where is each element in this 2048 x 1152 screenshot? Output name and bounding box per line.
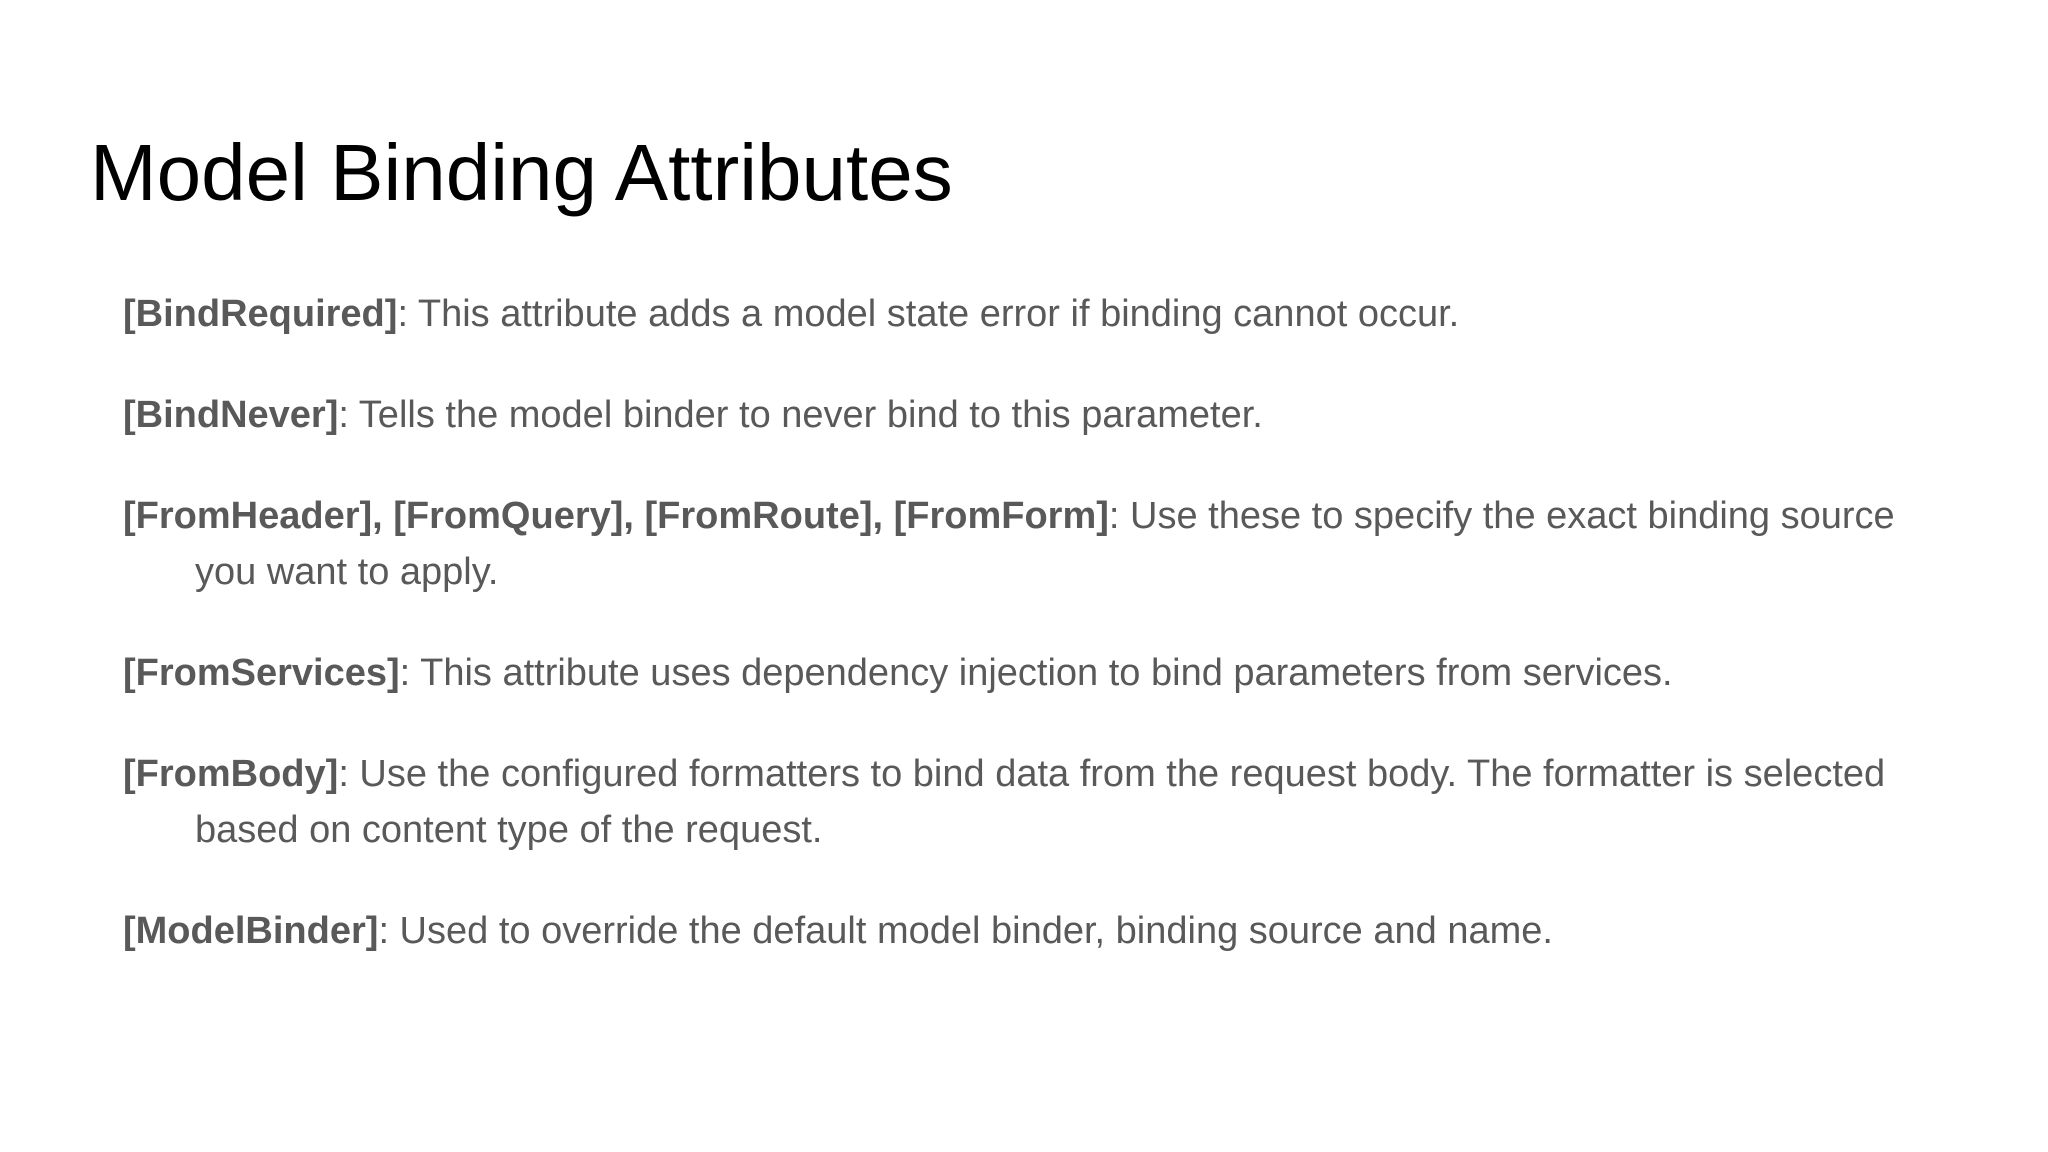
attribute-description: : Used to override the default model binder, binding source and name. — [378, 910, 1553, 952]
list-item-bind-required — [123, 286, 1923, 342]
list-item-from-body — [123, 746, 1923, 858]
attribute-description: : Tells the model binder to never bind to this parameter. — [338, 394, 1263, 436]
attribute-name: [FromBody] — [123, 753, 339, 795]
attribute-description: : Use these to specify the exact binding source you want to apply. — [195, 495, 1895, 593]
list-item-from-services — [123, 645, 1923, 701]
list-item-model-binder — [123, 903, 1923, 959]
list-item-from-header-query-route-form — [123, 488, 1923, 600]
slide-title: Model Binding Attributes — [90, 128, 953, 217]
list-item-bind-never — [123, 387, 1923, 443]
attribute-description: : This attribute adds a model state error if binding cannot occur. — [397, 293, 1460, 335]
attribute-list — [123, 286, 1923, 1004]
attribute-name: [ModelBinder] — [123, 910, 379, 952]
attribute-name: [BindNever] — [123, 394, 339, 436]
attribute-name: [FromServices] — [123, 652, 400, 694]
attribute-description: : This attribute uses dependency injection to bind parameters from services. — [399, 652, 1673, 694]
attribute-name: [FromHeader], [FromQuery], [FromRoute], [FromForm] — [123, 495, 1109, 537]
attribute-description: : Use the configured formatters to bind data from the request body. The formatter is selected based on content type of the request. — [195, 753, 1886, 851]
attribute-name: [BindRequired] — [123, 293, 398, 335]
